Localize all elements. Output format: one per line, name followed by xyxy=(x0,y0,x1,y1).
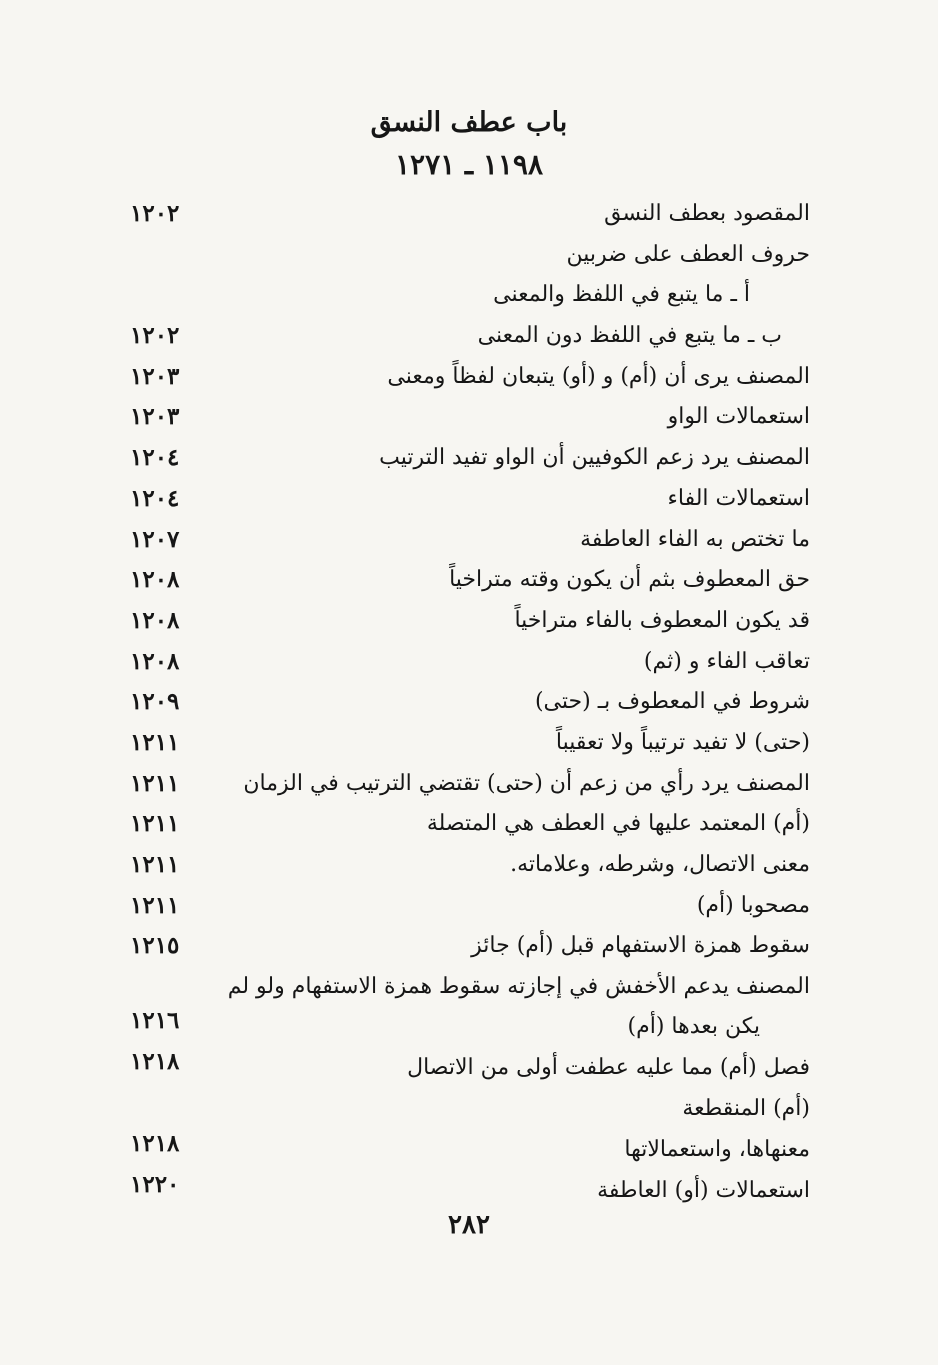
entry-page-number: ١٢١٨ xyxy=(130,1129,180,1157)
entry-page-number: ١٢١٥ xyxy=(130,932,180,960)
index-entry xyxy=(130,275,810,316)
entry-page-number: ١٢١١ xyxy=(130,851,180,878)
entry-page-number: ١٢٠٣ xyxy=(130,403,180,431)
index-entry xyxy=(130,601,810,642)
entry-text: استعمالات الفاء xyxy=(667,485,810,511)
entry-page-number: ١٢٠٨ xyxy=(130,606,180,634)
entry-page-number: ١٢٠٢ xyxy=(130,200,180,227)
index-entry xyxy=(130,764,810,805)
index-entry xyxy=(130,1130,810,1171)
section-page-range: ١١٩٨ ـ ١٢٧١ xyxy=(394,148,543,181)
index-entry xyxy=(130,845,810,886)
entry-text: المقصود بعطف النسق xyxy=(604,201,810,226)
entry-text: أ ـ ما يتبع في اللفظ والمعنى xyxy=(493,282,750,308)
index-entry xyxy=(130,682,810,723)
index-entry xyxy=(130,357,810,398)
entry-page-number: ١٢٠٣ xyxy=(130,362,180,390)
entry-text: ما تختص به الفاء العاطفة xyxy=(580,526,810,552)
entry-page-number: ١٢٠٨ xyxy=(130,647,180,675)
index-entry xyxy=(130,926,810,967)
section-title: باب عطف النسق xyxy=(370,107,568,138)
entry-page-number: ١٢٠٧ xyxy=(130,525,180,553)
entry-text: استعمالات (أو) العاطفة xyxy=(597,1177,810,1203)
entry-text: المصنف يرى أن (أم) و (أو) يتبعان لفظاً ومعنى xyxy=(387,363,810,389)
entry-page-number: ١٢١٦ xyxy=(130,1007,180,1035)
entry-page-number: ١٢٢٠ xyxy=(130,1170,180,1198)
entry-text: قد يكون المعطوف بالفاء متراخياً xyxy=(514,607,810,633)
entry-text: المصنف يرد رأي من زعم أن (حتى) تقتضي الترتيب في الزمان xyxy=(243,770,810,796)
entry-text: فصل (أم) مما عليه عطفت أولى من الاتصال xyxy=(407,1055,810,1081)
entry-text: ب ـ ما يتبع في اللفظ دون المعنى xyxy=(477,323,782,349)
index-entry xyxy=(130,723,810,764)
entry-text-continuation: يكن بعدها (أم) xyxy=(627,1014,760,1040)
entry-page-number: ١٢١١ xyxy=(130,810,180,838)
entry-text: مصحوبا (أم) xyxy=(696,892,810,918)
index-entry xyxy=(130,235,810,276)
index-entries xyxy=(130,194,810,1211)
index-entry xyxy=(130,479,810,520)
entry-page-number: ١٢٠٨ xyxy=(130,566,180,594)
entry-text: (أم) المنقطعة xyxy=(682,1096,810,1122)
entry-page-number: ١٢٠٤ xyxy=(130,444,180,472)
entry-text: (أم) المعتمد عليها في العطف هي المتصلة xyxy=(426,811,810,837)
entry-page-number: ١٢٠٤ xyxy=(130,484,180,512)
entry-text: (حتى) لا تفيد ترتيباً ولا تعقيباً xyxy=(555,729,810,755)
entry-text: تعاقب الفاء و (ثم) xyxy=(643,648,810,674)
entry-text: المصنف يرد زعم الكوفيين أن الواو تفيد الترتيب xyxy=(379,445,810,471)
index-entry xyxy=(130,397,810,438)
entry-text: المصنف يدعم الأخفش في إجازته سقوط همزة الاستفهام ولو لم xyxy=(227,974,810,1000)
index-entry xyxy=(130,438,810,479)
entry-text: معنى الاتصال، وشرطه، وعلاماته. xyxy=(510,852,810,877)
index-entry xyxy=(130,194,810,235)
entry-page-number: ١٢٠٩ xyxy=(130,688,180,716)
index-entry xyxy=(130,1089,810,1130)
entry-text: حروف العطف على ضربين xyxy=(566,241,810,267)
entry-page-number: ١٢١١ xyxy=(130,728,180,756)
entry-page-number: ١٢١١ xyxy=(130,891,180,919)
section-header xyxy=(0,103,938,185)
index-entry xyxy=(130,316,810,357)
entry-text: سقوط همزة الاستفهام قبل (أم) جائز xyxy=(471,933,810,959)
index-entry xyxy=(130,1171,810,1212)
index-entry xyxy=(130,642,810,683)
entry-page-number: ١٢١١ xyxy=(130,769,180,797)
index-entry xyxy=(130,967,810,1048)
entry-text: حق المعطوف بثم أن يكون وقته متراخياً xyxy=(449,567,810,593)
index-entry xyxy=(130,1048,810,1089)
entry-text: شروط في المعطوف بـ (حتى) xyxy=(534,689,810,715)
entry-text: معنهاها، واستعمالاتها xyxy=(624,1136,810,1162)
index-entry xyxy=(130,804,810,845)
entry-page-number: ١٢١٨ xyxy=(130,1048,180,1076)
entry-text: استعمالات الواو xyxy=(667,404,810,430)
entry-page-number: ١٢٠٢ xyxy=(130,322,180,350)
page-number: ٢٨٢ xyxy=(448,1210,490,1240)
index-entry xyxy=(130,520,810,561)
index-entry xyxy=(130,886,810,927)
index-entry xyxy=(130,560,810,601)
